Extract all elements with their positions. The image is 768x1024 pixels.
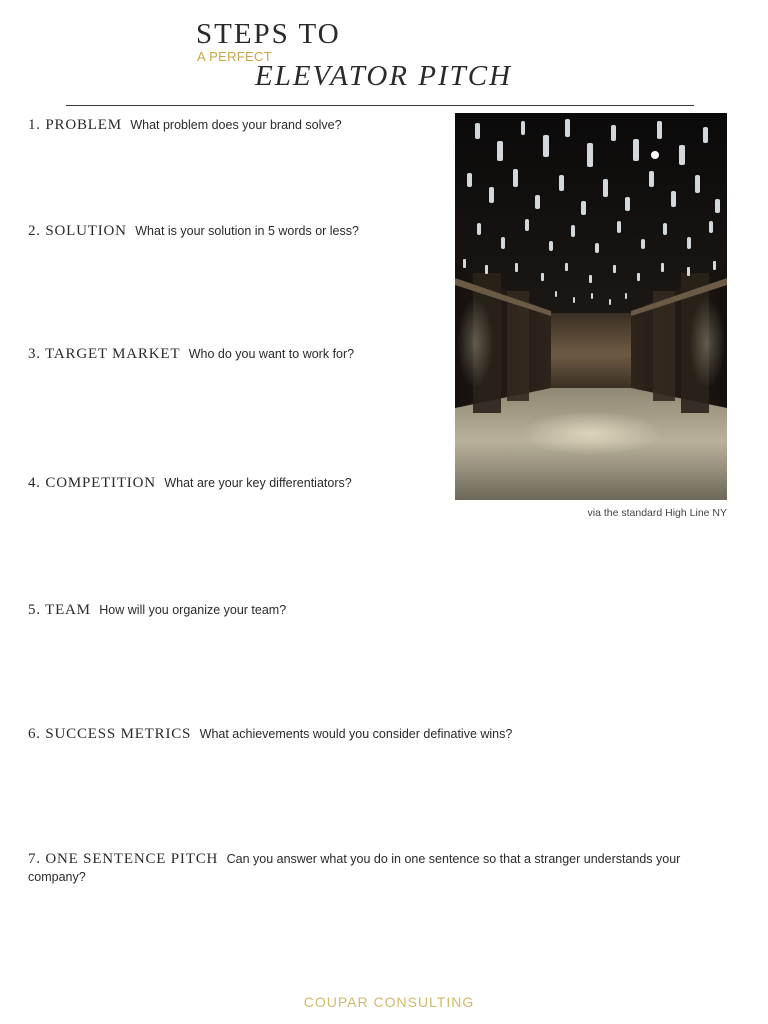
step-one-sentence-pitch <box>28 850 733 886</box>
step-heading: 7. ONE SENTENCE PITCH <box>28 851 219 867</box>
step-heading: 5. TEAM <box>28 602 91 618</box>
step-heading: 2. SOLUTION <box>28 223 127 239</box>
photo-caption: via the standard High Line NY <box>587 507 727 519</box>
title-steps-to: STEPS TO <box>196 18 341 50</box>
step-question: What is your solution in 5 words or less? <box>135 224 359 238</box>
step-question: What are your key differentiators? <box>164 476 352 490</box>
step-heading: 4. COMPETITION <box>28 475 156 491</box>
step-heading: 1. PROBLEM <box>28 117 122 133</box>
step-heading: 3. TARGET MARKET <box>28 346 181 362</box>
step-question: Can you answer what you do in one sentence so that a stranger understands your company? <box>28 852 681 884</box>
footer-brand: COUPAR CONSULTING <box>303 994 475 1010</box>
elevator-lobby-photo <box>455 113 727 500</box>
step-question: Who do you want to work for? <box>188 347 355 361</box>
step-question: What problem does your brand solve? <box>130 118 342 132</box>
title-divider <box>66 105 694 106</box>
step-question: How will you organize your team? <box>99 603 287 617</box>
step-team <box>28 601 733 619</box>
step-heading: 6. SUCCESS METRICS <box>28 726 192 742</box>
title-elevator-pitch: ELEVATOR PITCH <box>255 60 513 92</box>
step-success-metrics <box>28 725 733 743</box>
title-a-perfect: A PERFECT <box>197 49 272 64</box>
step-question: What achievements would you consider definative wins? <box>199 727 513 741</box>
